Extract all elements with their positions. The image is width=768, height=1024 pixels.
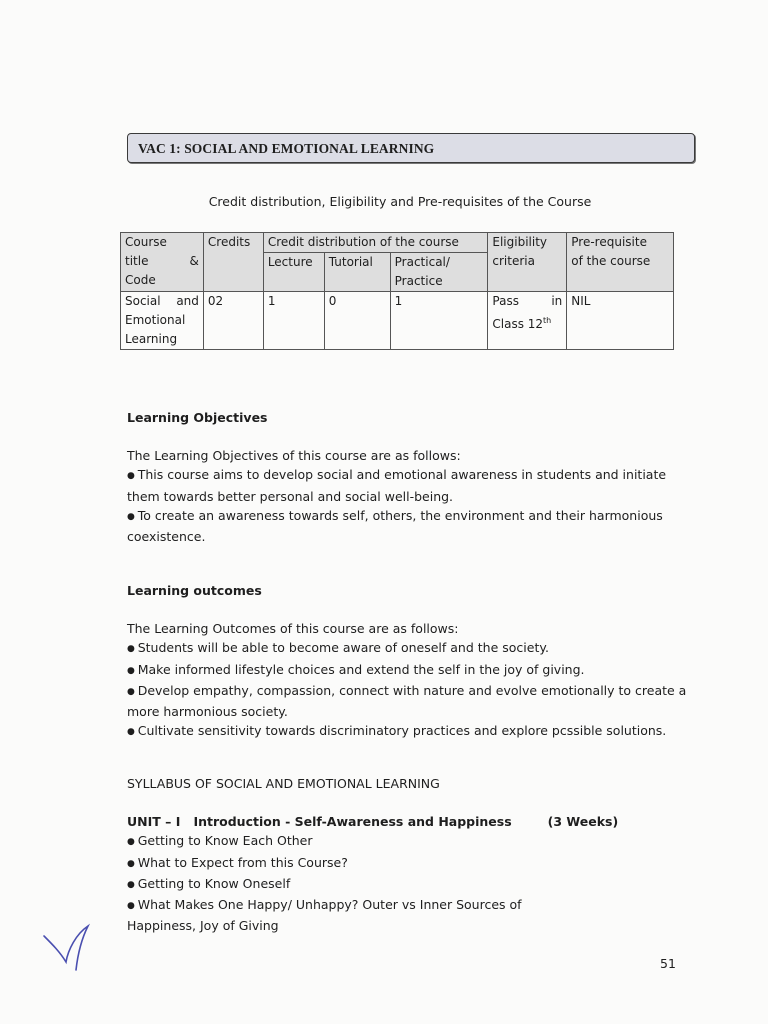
unit-item: ● Getting to Know Oneself (127, 874, 702, 895)
cell-eligibility: Pass in Class 12th (488, 292, 567, 350)
header-practical: Practical/ Practice (390, 253, 488, 292)
unit-item: ● What Makes One Happy/ Unhappy? Outer vs Inner Sources of Happiness, Joy of Giving (127, 895, 547, 935)
table-row (121, 292, 674, 350)
unit-item: ● What to Expect from this Course? (127, 853, 702, 874)
table-header-row (121, 233, 674, 253)
course-title-box (127, 133, 695, 163)
objectives-intro: The Learning Objectives of this course are as follows: (127, 448, 461, 464)
header-credits: Credits (203, 233, 263, 292)
outcome-item: ● Cultivate sensitivity towards discriminatory practices and explore pcssible solutions. (127, 721, 702, 742)
signature-mark (42, 922, 102, 974)
credit-subtitle: Credit distribution, Eligibility and Pre-requisites of the Course (208, 194, 592, 209)
outcome-item: ● Students will be able to become aware of oneself and the society. (127, 638, 702, 659)
unit-item: ● Getting to Know Each Other (127, 831, 702, 852)
outcome-item: ● Make informed lifestyle choices and extend the self in the joy of giving. (127, 660, 702, 681)
cell-tutorial: 0 (324, 292, 390, 350)
header-tutorial: Tutorial (324, 253, 390, 292)
header-course-line2: title & (125, 254, 199, 268)
header-course (121, 233, 204, 292)
header-distribution: Credit distribution of the course (263, 233, 488, 253)
syllabus-heading: SYLLABUS OF SOCIAL AND EMOTIONAL LEARNING (127, 776, 440, 791)
outcome-item: ● Develop empathy, compassion, connect with nature and evolve emotionally to create a more harmonious society. (127, 681, 702, 721)
header-course-line1: Course (125, 235, 167, 249)
learning-objectives-section (127, 408, 702, 546)
page-number: 51 (660, 956, 676, 971)
header-lecture: Lecture (263, 253, 324, 292)
unit-title: UNIT – I Introduction - Self-Awareness and Happiness (127, 814, 512, 830)
learning-outcomes-section (127, 581, 702, 742)
cell-course: Social and Emotional Learning (121, 292, 204, 350)
cell-practical: 1 (390, 292, 488, 350)
cell-prerequisite: NIL (567, 292, 674, 350)
unit-weeks: (3 Weeks) (547, 814, 619, 830)
credit-distribution-table (120, 232, 674, 350)
header-course-line3: Code (125, 273, 156, 287)
cell-lecture: 1 (263, 292, 324, 350)
objectives-heading: Learning Objectives (127, 410, 268, 425)
objective-item: ● This course aims to develop social and emotional awareness in students and initiate them towards better personal and social well-being. (127, 465, 702, 505)
cell-credits: 02 (203, 292, 263, 350)
outcomes-intro: The Learning Outcomes of this course are as follows: (127, 621, 459, 637)
header-eligibility: Eligibility criteria (488, 233, 567, 292)
syllabus-section (127, 774, 702, 935)
outcomes-heading: Learning outcomes (127, 583, 262, 598)
course-title: VAC 1: SOCIAL AND EMOTIONAL LEARNING (138, 141, 435, 156)
objective-item: ● To create an awareness towards self, others, the environment and their harmonious coexistence. (127, 506, 702, 546)
header-prerequisite: Pre-requisite of the course (567, 233, 674, 292)
unit-heading (127, 812, 702, 831)
